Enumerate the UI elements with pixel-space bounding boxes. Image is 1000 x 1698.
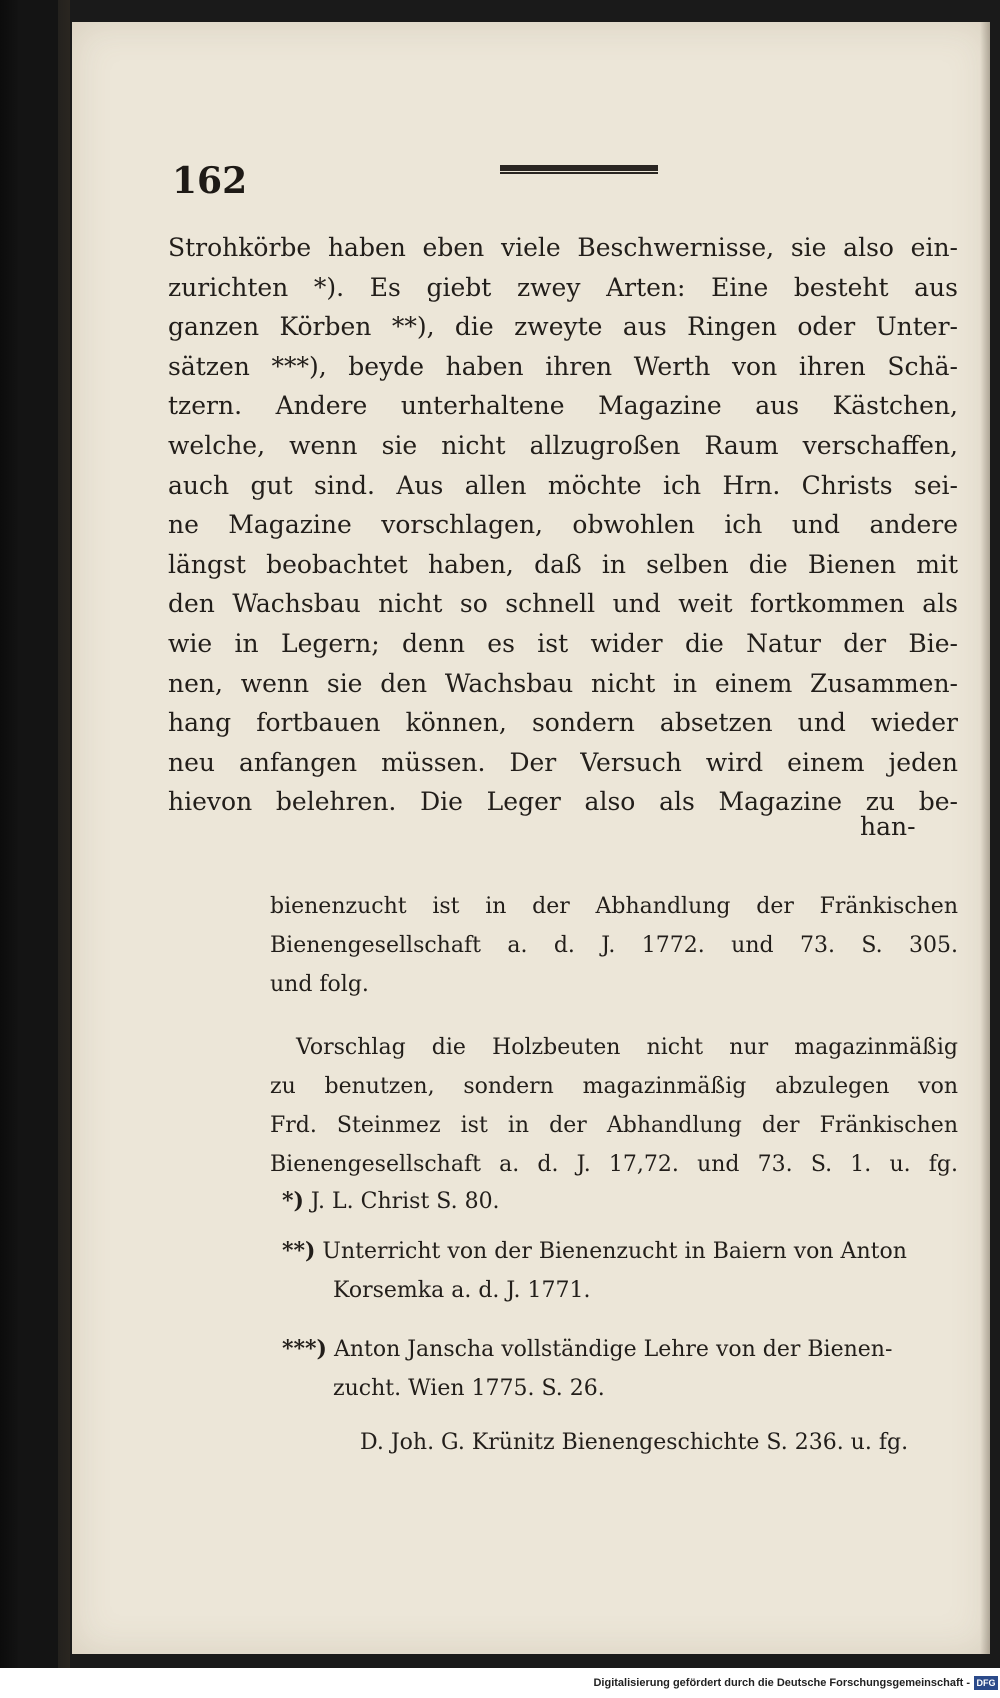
footnote-text: Anton Janscha vollständige Lehre von der Bienen- — [333, 1337, 893, 1362]
footnote-text: J. L. Christ S. 80. — [310, 1189, 500, 1214]
footnote-marker: **) — [282, 1238, 316, 1264]
continued-note — [270, 887, 958, 1184]
body-line: hang fortbauen können, sondern absetzen und wieder — [168, 708, 958, 738]
dfg-logo — [974, 1676, 998, 1690]
footnote-2 — [282, 1238, 907, 1264]
note-line: bienenzucht ist in der Abhandlung der Fränkischen — [270, 894, 958, 919]
body-line: den Wachsbau nicht so schnell und weit fortkommen als — [168, 589, 958, 619]
book-spine — [0, 0, 70, 1668]
body-text — [168, 228, 958, 822]
body-line: welche, wenn sie nicht allzugroßen Raum verschaffen, — [168, 430, 958, 460]
body-line: neu anfangen müssen. Der Versuch wird einem jeden — [168, 747, 958, 777]
footnote-1 — [282, 1188, 500, 1214]
footnote-3 — [282, 1336, 892, 1362]
catchword: han- — [860, 812, 916, 841]
note-line: und folg. — [270, 972, 369, 997]
page-number: 162 — [172, 160, 248, 202]
note-line: Bienengesellschaft a. d. J. 1772. und 73. S. 305. — [270, 933, 958, 958]
body-line: wie in Legern; denn es ist wider die Natur der Bie- — [168, 628, 958, 658]
page-edge-shadow — [980, 22, 990, 1654]
header-rule — [500, 165, 658, 174]
body-line: zurichten *). Es giebt zwey Arten: Eine besteht aus — [168, 272, 958, 302]
body-line: ne Magazine vorschlagen, obwohlen ich und andere — [168, 510, 958, 540]
closing-reference: D. Joh. G. Krünitz Bienengeschichte S. 236. u. fg. — [360, 1430, 909, 1455]
dfg-logo-text: DFG — [976, 1678, 996, 1688]
body-line: nen, wenn sie den Wachsbau nicht in einem Zusammen- — [168, 668, 958, 698]
footnote-text: Unterricht von der Bienenzucht in Baiern von Anton — [322, 1239, 907, 1264]
note-line: Frd. Steinmez ist in der Abhandlung der Fränkischen — [270, 1113, 958, 1138]
footnote-marker: ***) — [282, 1336, 327, 1362]
note-line: Bienengesellschaft a. d. J. 17,72. und 73. S. 1. u. fg. — [270, 1152, 958, 1177]
footnote-2-cont: Korsemka a. d. J. 1771. — [333, 1278, 591, 1303]
note-line: zu benutzen, sondern magazinmäßig abzulegen von — [270, 1074, 958, 1099]
body-line: auch gut sind. Aus allen möchte ich Hrn. Christs sei- — [168, 470, 958, 500]
footer-credit: Digitalisierung gefördert durch die Deutsche Forschungsgemeinschaft - — [593, 1677, 970, 1689]
body-line: längst beobachtet haben, daß in selben die Bienen mit — [168, 549, 958, 579]
body-line: tzern. Andere unterhaltene Magazine aus Kästchen, — [168, 391, 958, 421]
footnote-marker: *) — [282, 1188, 304, 1214]
body-line: Strohkörbe haben eben viele Beschwernisse, sie also ein- — [168, 233, 958, 262]
footnote-3-cont: zucht. Wien 1775. S. 26. — [333, 1376, 605, 1401]
body-line: hievon belehren. Die Leger also als Magazine zu be- — [168, 787, 958, 817]
spine-shadow — [18, 0, 58, 1668]
note-line: Vorschlag die Holzbeuten nicht nur magazinmäßig — [296, 1035, 958, 1060]
body-line: ganzen Körben **), die zweyte aus Ringen oder Unter- — [168, 312, 958, 342]
body-line: sätzen ***), beyde haben ihren Werth von ihren Schä- — [168, 351, 958, 381]
